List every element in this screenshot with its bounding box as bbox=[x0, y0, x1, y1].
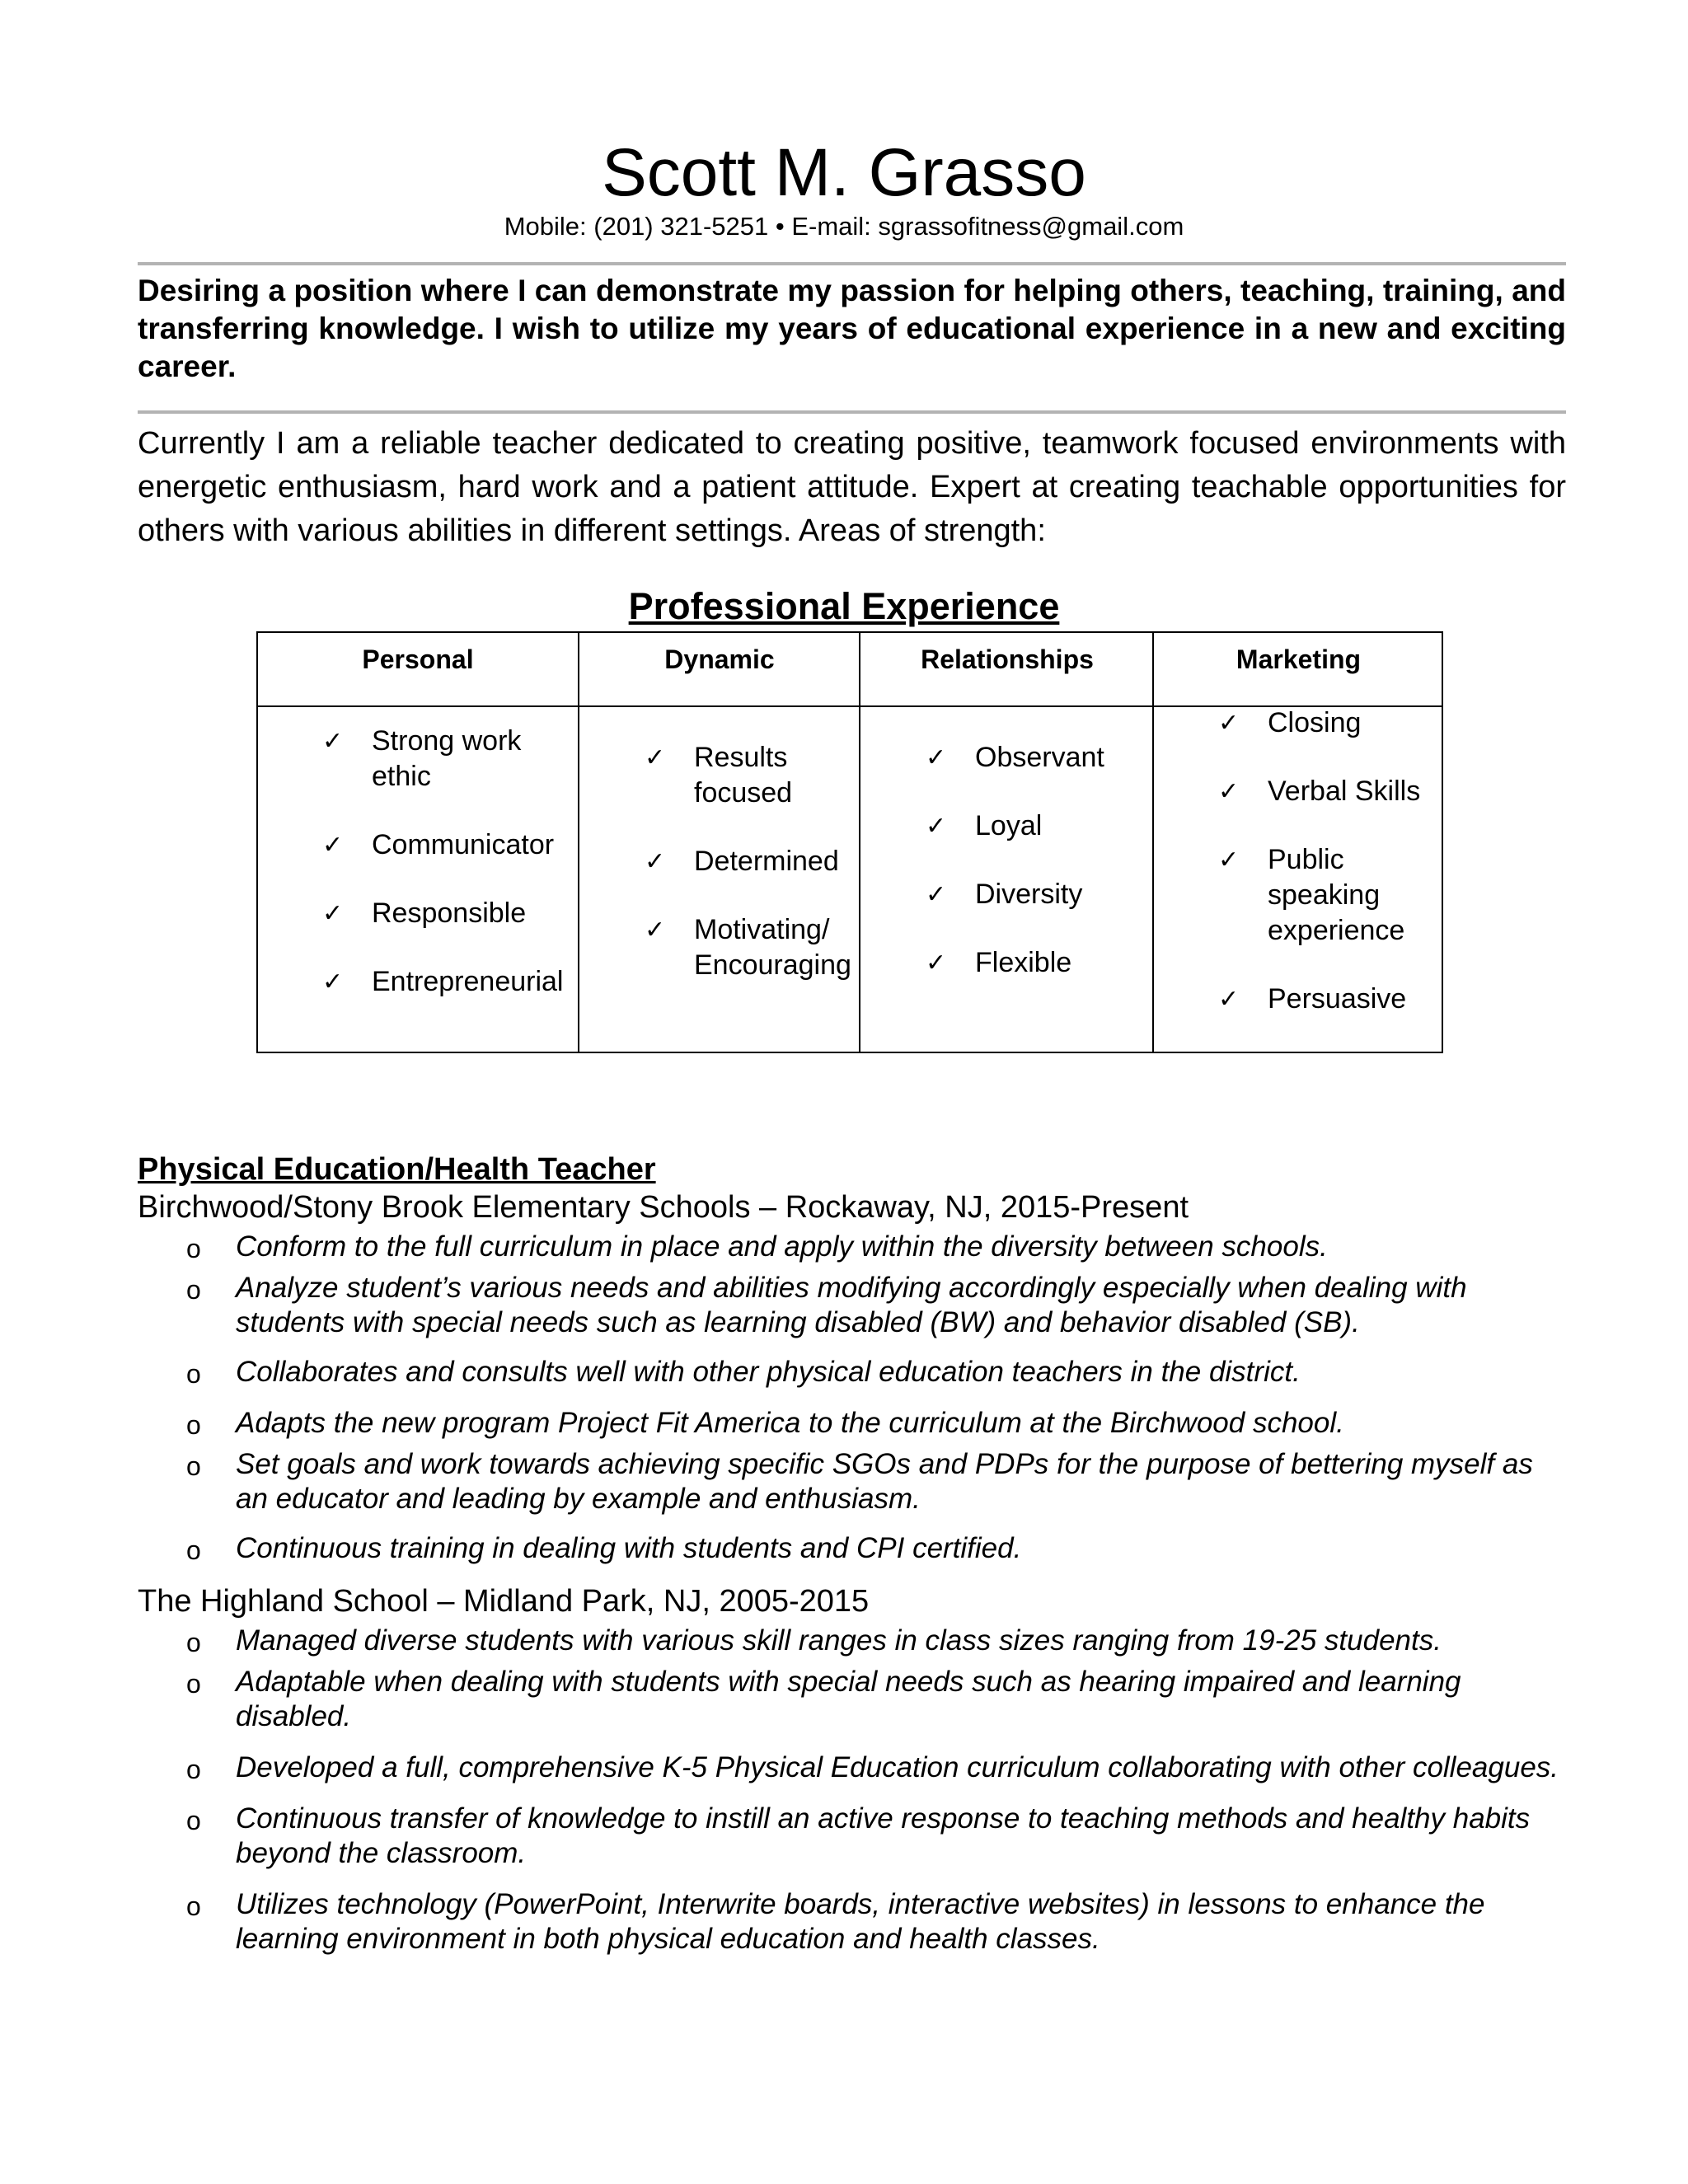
objective-statement: Desiring a position where I can demonstrate my passion for helping others, teaching, training, and transferring knowledge. I wish to utilize my years of educational experience in a new and exciting career. bbox=[138, 274, 1566, 383]
bullet-icon: o bbox=[186, 1234, 201, 1263]
list-item: ✓ Public speaking experience bbox=[1218, 844, 1405, 946]
strengths-heading-personal: Personal bbox=[362, 644, 474, 674]
check-icon: ✓ bbox=[645, 916, 666, 944]
bullet-icon: o bbox=[186, 1755, 201, 1784]
candidate-name: Scott M. Grasso bbox=[602, 135, 1086, 210]
strengths-heading-marketing: Marketing bbox=[1236, 644, 1362, 674]
duties-list-birchwood bbox=[138, 1230, 1566, 1566]
bullet-icon: o bbox=[186, 1669, 201, 1699]
duties-list-highland bbox=[138, 1624, 1566, 1957]
bullet-icon: o bbox=[186, 1359, 201, 1389]
job-title: Physical Education/Health Teacher bbox=[138, 1152, 656, 1187]
strengths-heading-dynamic: Dynamic bbox=[664, 644, 775, 674]
check-icon: ✓ bbox=[1218, 777, 1240, 806]
list-item: ✓ Communicator bbox=[322, 827, 570, 863]
table-column-divider bbox=[1152, 633, 1154, 1052]
check-icon: ✓ bbox=[1218, 846, 1240, 874]
check-icon: ✓ bbox=[322, 831, 344, 860]
bullet-icon: o bbox=[186, 1410, 201, 1440]
list-item: o Adapts the new program Project Fit America to the curriculum at the Birchwood school. bbox=[138, 1406, 1566, 1441]
strengths-list-dynamic bbox=[645, 740, 851, 983]
list-item: o Continuous transfer of knowledge to instill an active response to teaching methods and healthy habits beyond the classroom. bbox=[186, 1802, 1531, 1869]
check-icon: ✓ bbox=[926, 949, 947, 977]
strengths-list-marketing bbox=[1218, 705, 1441, 1017]
bullet-icon: o bbox=[186, 1451, 201, 1481]
check-icon: ✓ bbox=[645, 743, 666, 772]
bullet-icon: o bbox=[186, 1628, 201, 1657]
check-icon: ✓ bbox=[926, 812, 947, 841]
list-item: o Analyze student’s various needs and abilities modifying accordingly especially when dealing with students with special needs such as learning disabled (BW) and behavior disabled (SB). bbox=[186, 1272, 1467, 1338]
strengths-list-personal bbox=[322, 724, 570, 1000]
employer-birchwood: Birchwood/Stony Brook Elementary Schools – Rockaway, NJ, 2015-Present bbox=[138, 1190, 1189, 1225]
check-icon: ✓ bbox=[322, 968, 344, 996]
check-icon: ✓ bbox=[926, 880, 947, 909]
check-icon: ✓ bbox=[322, 899, 344, 928]
employer-highland: The Highland School – Midland Park, NJ, 2005-2015 bbox=[138, 1584, 870, 1619]
list-item: ✓ Strong work ethic bbox=[322, 725, 522, 792]
bullet-icon: o bbox=[186, 1806, 201, 1835]
list-item: o Collaborates and consults well with other physical education teachers in the district. bbox=[138, 1355, 1566, 1390]
list-item: ✓ Responsible bbox=[322, 896, 570, 931]
strengths-list-relationships bbox=[926, 740, 1148, 981]
list-item: o Conform to the full curriculum in place and apply within the diversity between schools. bbox=[138, 1230, 1566, 1264]
check-icon: ✓ bbox=[1218, 985, 1240, 1014]
bullet-icon: o bbox=[186, 1535, 201, 1565]
check-icon: ✓ bbox=[645, 847, 666, 876]
divider-bottom bbox=[138, 410, 1566, 414]
check-icon: ✓ bbox=[322, 727, 344, 756]
list-item: ✓ Entrepreneurial bbox=[322, 964, 570, 1000]
list-item: ✓ Results focused bbox=[645, 742, 793, 808]
list-item: o Managed diverse students with various skill ranges in class sizes ranging from 19-25 students. bbox=[138, 1624, 1566, 1658]
section-title-professional-experience: Professional Experience bbox=[628, 585, 1060, 627]
bullet-icon: o bbox=[186, 1891, 201, 1921]
bullet-icon: o bbox=[186, 1275, 201, 1305]
list-item: ✓ Determined bbox=[645, 844, 851, 879]
strengths-table bbox=[256, 631, 1443, 1053]
contact-line: Mobile: (201) 321-5251 • E-mail: sgrassofitness@gmail.com bbox=[504, 212, 1184, 241]
list-item: ✓ Persuasive bbox=[1218, 982, 1441, 1017]
list-item: ✓ Loyal bbox=[926, 808, 1148, 844]
list-item: ✓ Flexible bbox=[926, 945, 1148, 981]
list-item: o Set goals and work towards achieving specific SGOs and PDPs for the purpose of bettering myself as an educator and leading by example and enthusiasm. bbox=[186, 1448, 1533, 1515]
strengths-heading-relationships: Relationships bbox=[921, 644, 1094, 674]
list-item: o Continuous training in dealing with students and CPI certified. bbox=[138, 1531, 1566, 1566]
list-item: o Utilizes technology (PowerPoint, Interwrite boards, interactive websites) in lessons to enhance the learning environment in both physical education and health classes. bbox=[186, 1888, 1485, 1955]
list-item: ✓ Verbal Skills bbox=[1218, 774, 1441, 809]
list-item: ✓ Observant bbox=[926, 740, 1148, 776]
list-item: ✓ Closing bbox=[1218, 705, 1441, 741]
list-item: ✓ Diversity bbox=[926, 877, 1148, 912]
check-icon: ✓ bbox=[926, 743, 947, 772]
table-column-divider bbox=[578, 633, 579, 1052]
check-icon: ✓ bbox=[1218, 709, 1240, 738]
list-item: ✓ Motivating/ Encouraging bbox=[645, 914, 851, 981]
summary-paragraph: Currently I am a reliable teacher dedicated to creating positive, teamwork focused environments with energetic enthusiasm, hard work and a patient attitude. Expert at creating teachable opportunities for others with various abilities in different settings. Areas of strength: bbox=[138, 426, 1566, 548]
list-item: o Adaptable when dealing with students with special needs such as hearing impaired and learning disabled. bbox=[186, 1666, 1461, 1732]
list-item: o Developed a full, comprehensive K-5 Physical Education curriculum collaborating with other colleagues. bbox=[138, 1750, 1566, 1785]
divider-top bbox=[138, 262, 1566, 265]
table-column-divider bbox=[859, 633, 860, 1052]
